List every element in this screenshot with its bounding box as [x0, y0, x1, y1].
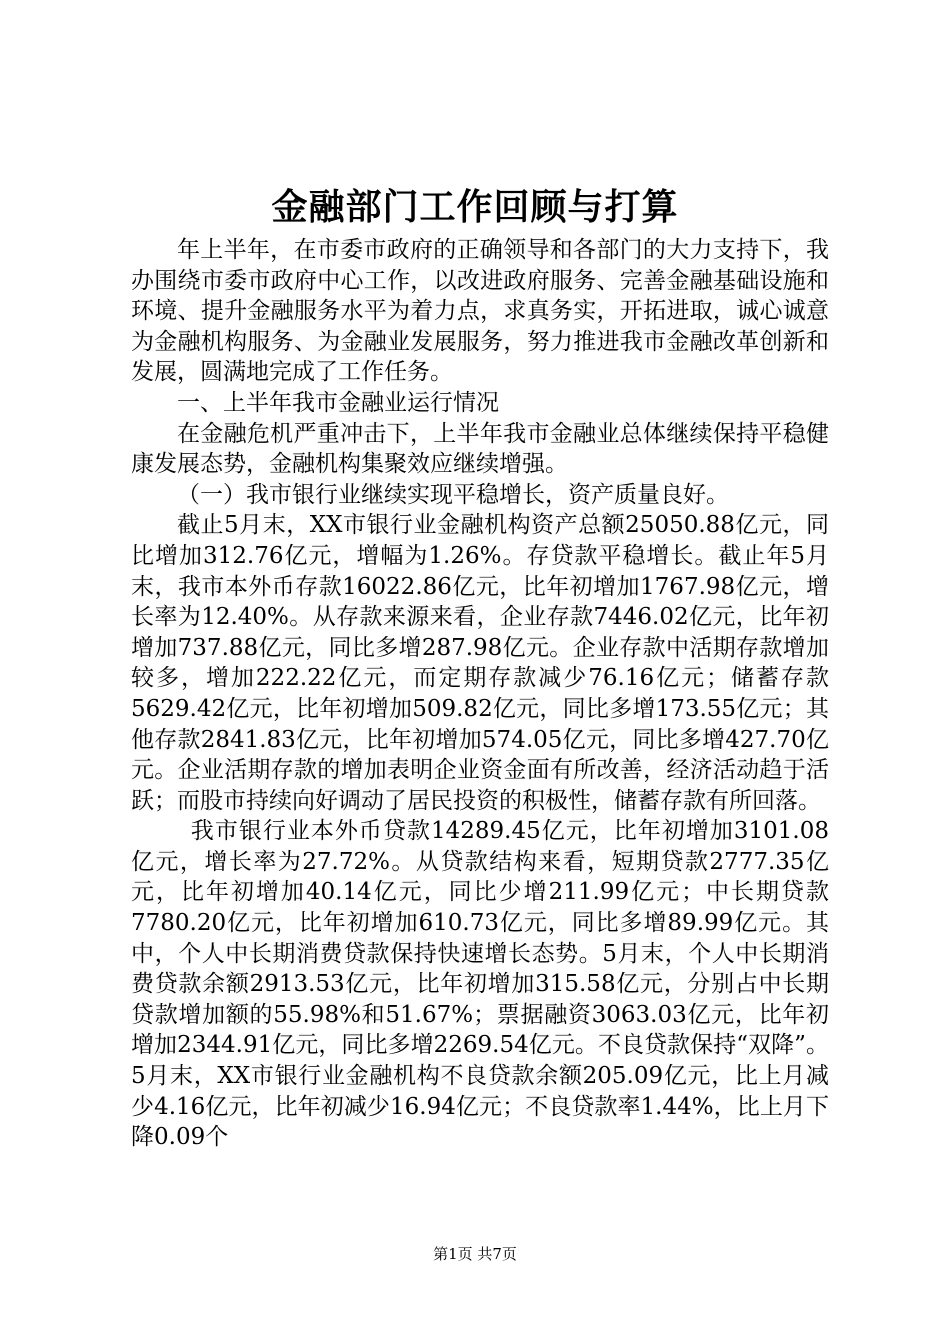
document-body — [131, 235, 829, 1153]
paragraph-loans: 我市银行业本外币贷款14289.45亿元，比年初增加3101.08亿元，增长率为27.72%。从贷款结构来看，短期贷款2777.35亿元，比年初增加40.14亿元，同比少增211.99亿元；中长期贷款7780.20亿元，比年初增加610.73亿元，同比多增89.99亿元。其中，个人中长期消费贷款保持快速增长态势。5月末，个人中长期消费贷款余额2913.53亿元，比年初增加315.58亿元，分别占中长期贷款增加额的55.98%和51.67%；票据融资3063.03亿元，比年初增加2344.91亿元，同比多增2269.54亿元。不良贷款保持“双降”。5月末，XX市银行业金融机构不良贷款余额205.09亿元，比上月减少4.16亿元，比年初减少16.94亿元；不良贷款率1.44%，比上月下降0.09个 — [131, 818, 829, 1151]
paragraph-deposits: 截止5月末，XX市银行业金融机构资产总额25050.88亿元，同比增加312.76亿元，增幅为1.26%。存贷款平稳增长。截止年5月末，我市本外币存款16022.86亿元，比年初增加1767.98亿元，增长率为12.40%。从存款来源来看，企业存款7446.02亿元，比年初增加737.88亿元，同比多增287.98亿元。企业存款中活期存款增加较多，增加222.22亿元，而定期存款减少76.16亿元；储蓄存款5629.42亿元，比年初增加509.82亿元，同比多增173.55亿元；其他存款2841.83亿元，比年初增加574.05亿元，同比多增427.70亿元。企业活期存款的增加表明企业资金面有所改善，经济活动趋于活跃；而股市持续向好调动了居民投资的积极性，储蓄存款有所回落。 — [131, 512, 829, 814]
section-heading-1: 一、上半年我市金融业运行情况 — [177, 389, 499, 416]
document-title: 金融部门工作回顾与打算 — [271, 186, 679, 228]
paragraph-overview: 在金融危机严重冲击下，上半年我市金融业总体继续保持平稳健康发展态势，金融机构集聚效应继续增强。 — [131, 420, 829, 478]
paragraph-intro: 年上半年，在市委市政府的正确领导和各部门的大力支持下，我办围绕市委市政府中心工作，以改进政府服务、完善金融基础设施和环境、提升金融服务水平为着力点，求真务实，开拓进取，诚心诚意为金融机构服务、为金融业发展服务，努力推进我市金融改革创新和发展，圆满地完成了工作任务。 — [131, 237, 829, 386]
page-number: 第1页 共7页 — [433, 1245, 517, 1263]
subsection-heading-1: （一）我市银行业继续实现平稳增长，资产质量良好。 — [177, 481, 729, 508]
